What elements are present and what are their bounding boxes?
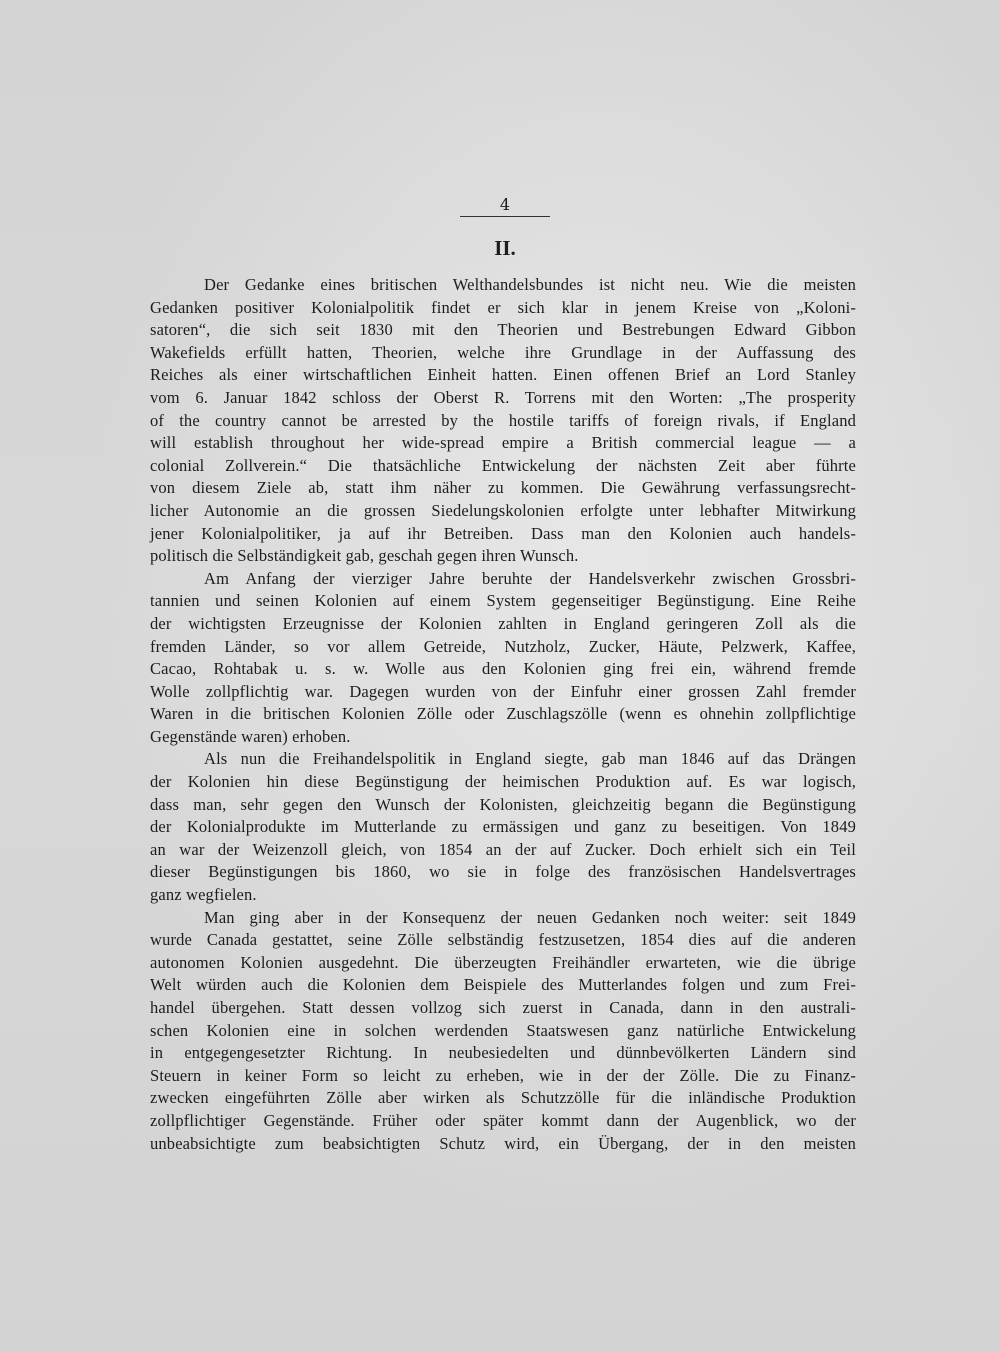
text-line: in entgegengesetzter Richtung. In neubesiedelten und dünnbevölkerten Ländern sind xyxy=(150,1043,856,1063)
text-line: der Kolonialprodukte im Mutterlande zu ermässigen und ganz zu beseitigen. Von 1849 xyxy=(150,817,856,837)
text-line: an war der Weizenzoll gleich, von 1854 an der auf Zucker. Doch erhielt sich ein Teil xyxy=(150,839,856,859)
text-line: der Kolonien hin diese Begünstigung der heimischen Produktion auf. Es war logisch, xyxy=(150,772,856,792)
text-line: zwecken eingeführten Zölle aber wirken als Schutzzölle für die inländische Produktion xyxy=(150,1088,856,1108)
text-line: Gedanken positiver Kolonialpolitik findet er sich klar in jenem Kreise von „Koloni- xyxy=(150,297,856,317)
section-heading: II. xyxy=(494,236,516,260)
text-line: wurde Canada gestattet, seine Zölle selbständig festzusetzen, 1854 dies auf die anderen xyxy=(150,930,856,950)
text-line: Reiches als einer wirtschaftlichen Einheit hatten. Einen offenen Brief an Lord Stanley xyxy=(150,365,856,385)
text-line: Wakefields erfüllt hatten, Theorien, welche ihre Grundlage in der Auffassung des xyxy=(150,342,856,362)
text-line: dass man, sehr gegen den Wunsch der Kolonisten, gleichzeitig begann die Begünstigung xyxy=(150,794,856,814)
text-line: von diesem Ziele ab, statt ihm näher zu kommen. Die Gewährung verfassungsrecht- xyxy=(150,478,856,498)
text-line: unbeabsichtigte zum beabsichtigten Schutz wird, ein Übergang, der in den meisten xyxy=(150,1133,856,1153)
text-line: licher Autonomie an die grossen Siedelungskolonien erfolgte unter lebhafter Mitwirkung xyxy=(150,500,856,520)
text-line: fremden Länder, so vor allem Getreide, Nutzholz, Zucker, Häute, Pelzwerk, Kaffee, xyxy=(150,636,856,656)
text-line: Waren in die britischen Kolonien Zölle oder Zuschlagszölle (wenn es ohnehin zollpflichtige xyxy=(150,704,856,724)
text-line: dieser Begünstigungen bis 1860, wo sie in folge des französischen Handelsvertrages xyxy=(150,862,856,882)
text-line: Am Anfang der vierziger Jahre beruhte der Handelsverkehr zwischen Grossbri- xyxy=(204,568,856,588)
text-line: autonomen Kolonien ausgedehnt. Die überzeugten Freihändler erwarteten, wie die übrige xyxy=(150,952,856,972)
page-number: 4 xyxy=(499,195,511,214)
text-line: jener Kolonialpolitiker, ja auf ihr Betreiben. Dass man den Kolonien auch handels- xyxy=(150,523,856,543)
text-line: schen Kolonien eine in solchen werdenden Staatswesen ganz natürliche Entwickelung xyxy=(150,1020,856,1040)
text-line: Gegenstände waren) erhoben. xyxy=(150,726,351,746)
text-line: Man ging aber in der Konsequenz der neuen Gedanken noch weiter: seit 1849 xyxy=(204,907,856,927)
paragraph xyxy=(150,748,856,906)
text-line: of the country cannot be arrested by the hostile tariffs of foreign rivals, if England xyxy=(150,410,856,430)
header-rule xyxy=(460,216,550,217)
paragraph xyxy=(150,274,856,568)
text-line: der wichtigsten Erzeugnisse der Kolonien zahlten in England geringeren Zoll als die xyxy=(150,613,856,633)
text-line: zollpflichtiger Gegenstände. Früher oder später kommt dann der Augenblick, wo der xyxy=(150,1110,856,1130)
text-line: ganz wegfielen. xyxy=(150,885,257,905)
text-line: Cacao, Rohtabak u. s. w. Wolle aus den Kolonien ging frei ein, während fremde xyxy=(150,659,856,679)
paragraph xyxy=(150,907,856,1156)
text-line: tannien und seinen Kolonien auf einem System gegenseitiger Begünstigung. Eine Reihe xyxy=(150,591,856,611)
text-line: Welt würden auch die Kolonien dem Beispiele des Mutterlandes folgen und zum Frei- xyxy=(150,975,856,995)
text-line: Wolle zollpflichtig war. Dagegen wurden von der Einfuhr einer grossen Zahl fremder xyxy=(150,681,856,701)
text-line: satoren“, die sich seit 1830 mit den Theorien und Bestrebungen Edward Gibbon xyxy=(150,320,856,340)
text-line: will establish throughout her wide-spread empire a British commercial league — a xyxy=(150,433,856,453)
text-line: vom 6. Januar 1842 schloss der Oberst R. Torrens mit den Worten: „The prosperity xyxy=(150,387,856,407)
text-line: Als nun die Freihandelspolitik in England siegte, gab man 1846 auf das Drängen xyxy=(204,749,856,769)
body-text xyxy=(150,274,856,1155)
text-line: Der Gedanke eines britischen Welthandelsbundes ist nicht neu. Wie die meisten xyxy=(204,275,856,294)
text-line: Steuern in keiner Form so leicht zu erheben, wie in der der Zölle. Die zu Finanz- xyxy=(150,1065,856,1085)
text-line: politisch die Selbständigkeit gab, geschah gegen ihren Wunsch. xyxy=(150,546,579,566)
paragraph xyxy=(150,568,856,749)
text-line: colonial Zollverein.“ Die thatsächliche Entwickelung der nächsten Zeit aber führte xyxy=(150,455,856,475)
text-line: handel übergehen. Statt dessen vollzog sich zuerst in Canada, dann in den australi- xyxy=(150,998,856,1017)
